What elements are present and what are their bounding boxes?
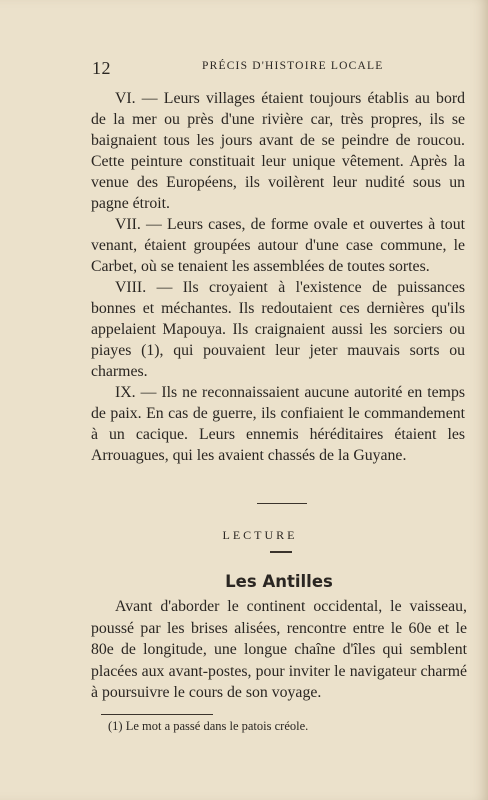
lecture-paragraph: Avant d'aborder le continent occidental, le vaisseau, poussé par les brises alisées, rencontre entre le 60e et le 80e de longitude, une longue chaîne d'îles qui semblent placées aux avant-postes, pour inviter le navigateur charmé à poursuivre le cours de son voyage. (91, 598, 467, 701)
paragraph-ix: IX. — Ils ne reconnaissaient aucune autorité en temps de paix. En cas de guerre, ils confiaient le commandement à un cacique. Leurs ennemis héréditaires étaient les Arrouagues, qui les avaient chassés de la Guyane. (91, 384, 465, 464)
footnote: (1) Le mot a passé dans le patois créole. (108, 719, 309, 733)
page-header (92, 58, 462, 78)
section-divider (257, 503, 307, 504)
lecture-text (91, 596, 467, 704)
paragraph-viii: VIII. — Ils croyaient à l'existence de puissances bonnes et méchantes. Ils redoutaient ces dernières qu'ils appelaient Mapouya. Ils craignaient aussi les sorciers ou piayes (1), qui pouvaient leur jeter mauvais sorts ou charmes. (91, 279, 465, 380)
footnote-rule (101, 714, 213, 715)
title-divider (270, 551, 292, 553)
running-title: PRÉCIS D'HISTOIRE LOCALE (202, 60, 384, 72)
lecture-label: LECTURE (222, 528, 298, 542)
paragraph-vii: VII. — Leurs cases, de forme ovale et ouvertes à tout venant, étaient groupées autour d'une case commune, le Carbet, où se tenaient les assemblées de toutes sortes. (91, 216, 465, 275)
page-number: 12 (92, 58, 111, 78)
paragraph-vi: VI. — Leurs villages étaient toujours établis au bord de la mer ou près d'une rivière car, très propres, ils se baignaient tous les jours avant de se peindre de roucou. Cette peinture constituait leur unique vêtement. Après la venue des Européens, ils voilèrent leur nudité sous un pagne étroit. (91, 90, 465, 212)
main-text (91, 88, 465, 466)
section-title: Les Antilles (225, 572, 333, 591)
